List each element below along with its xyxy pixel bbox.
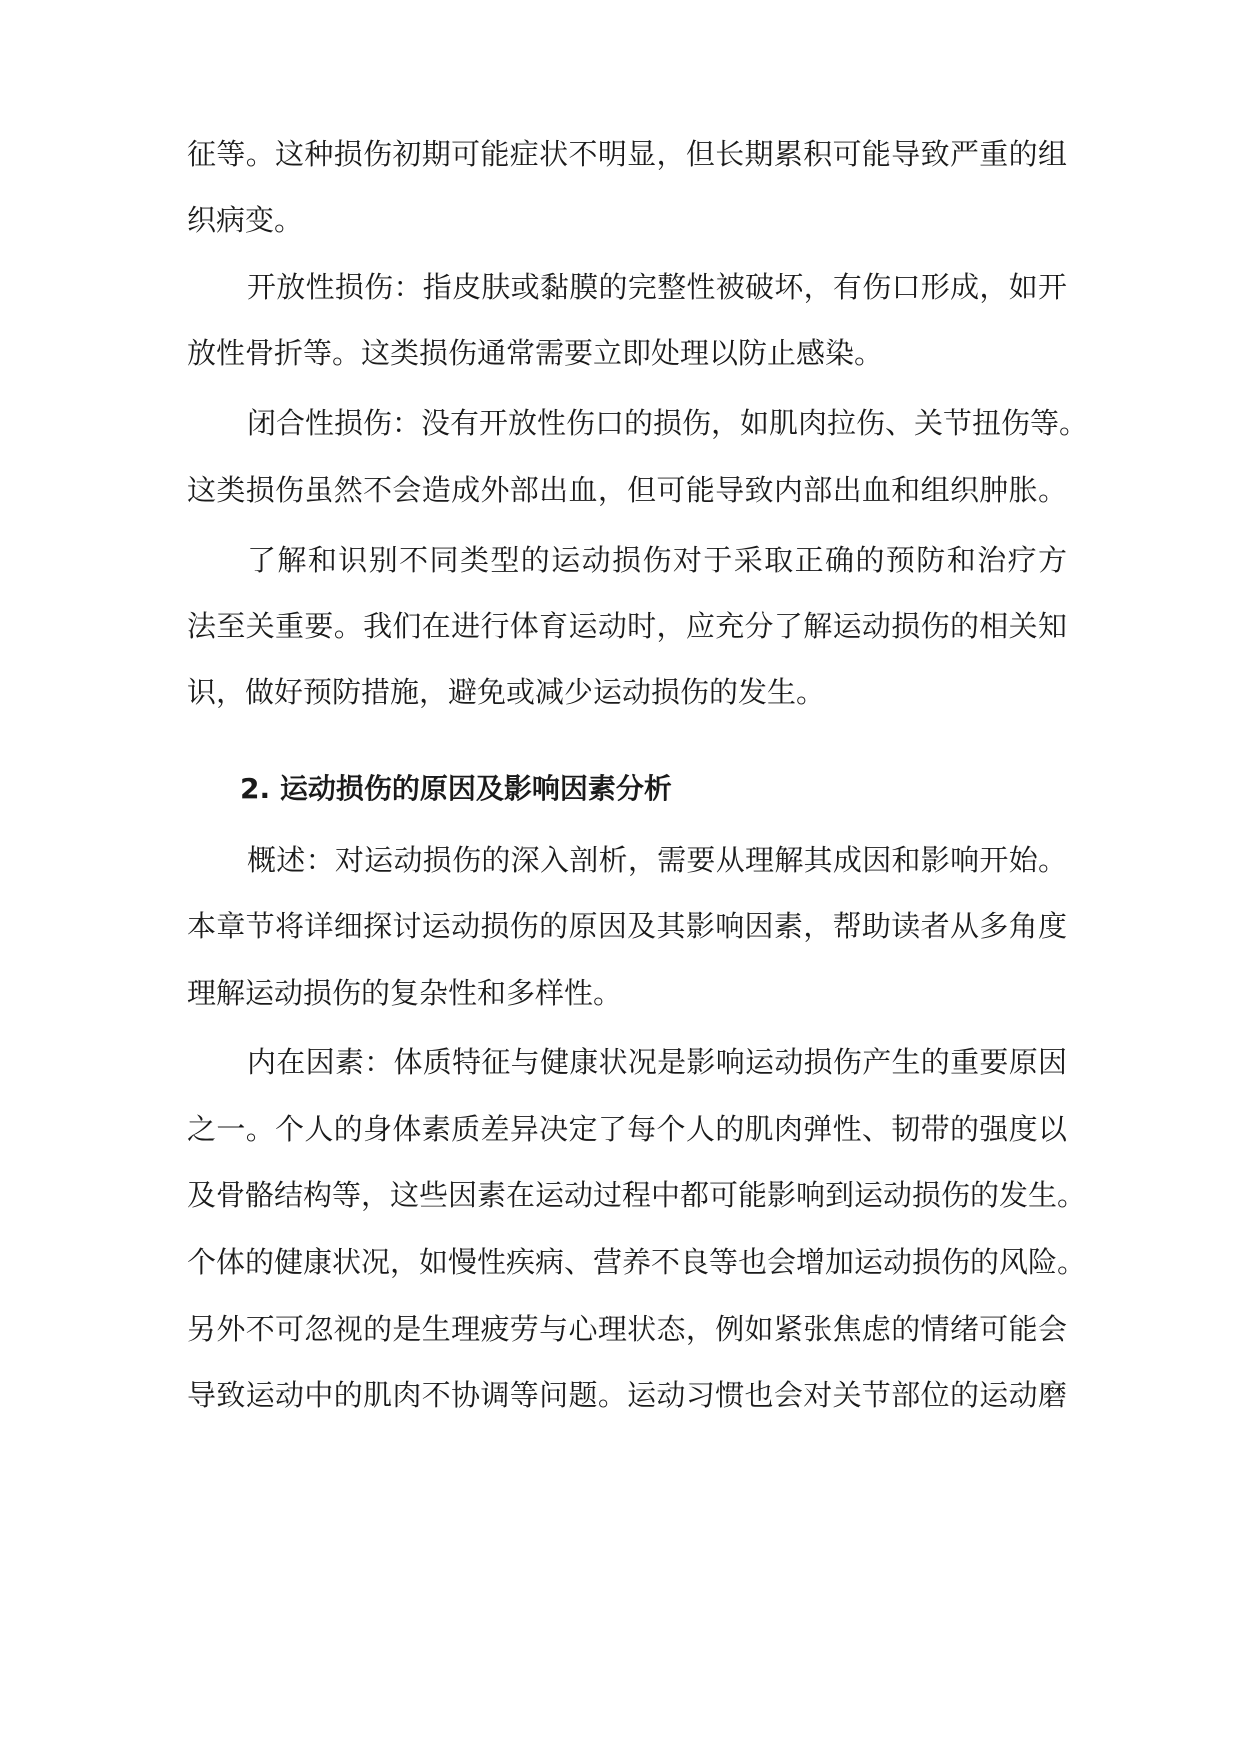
paragraph-line: 法至关重要。我们在进行体育运动时，应充分了解运动损伤的相关知 bbox=[187, 609, 1067, 643]
paragraph-line: 闭合性损伤：没有开放性伤口的损伤，如肌肉拉伤、关节扭伤等。 bbox=[247, 406, 1089, 440]
paragraph-line: 概述：对运动损伤的深入剖析，需要从理解其成因和影响开始。 bbox=[247, 843, 1067, 877]
paragraph-line: 之一。个人的身体素质差异决定了每个人的肌肉弹性、韧带的强度以 bbox=[187, 1112, 1067, 1146]
paragraph-line: 导致运动中的肌肉不协调等问题。运动习惯也会对关节部位的运动磨 bbox=[187, 1378, 1067, 1412]
paragraph-line: 个体的健康状况，如慢性疾病、营养不良等也会增加运动损伤的风险。 bbox=[187, 1245, 1087, 1279]
paragraph-line: 内在因素：体质特征与健康状况是影响运动损伤产生的重要原因 bbox=[247, 1045, 1067, 1079]
paragraph-line: 织病变。 bbox=[187, 203, 304, 237]
paragraph-line: 识，做好预防措施，避免或减少运动损伤的发生。 bbox=[187, 675, 826, 709]
paragraph-line: 放性骨折等。这类损伤通常需要立即处理以防止感染。 bbox=[187, 336, 884, 370]
paragraph-line: 开放性损伤：指皮肤或黏膜的完整性被破坏，有伤口形成，如开 bbox=[247, 270, 1067, 304]
paragraph-line: 理解运动损伤的复杂性和多样性。 bbox=[187, 976, 623, 1010]
section-heading: 2. 运动损伤的原因及影响因素分析 bbox=[240, 772, 672, 805]
paragraph-line: 了解和识别不同类型的运动损伤对于采取正确的预防和治疗方 bbox=[247, 543, 1067, 577]
paragraph-line: 这类损伤虽然不会造成外部出血，但可能导致内部出血和组织肿胀。 bbox=[187, 473, 1067, 507]
paragraph-line: 征等。这种损伤初期可能症状不明显，但长期累积可能导致严重的组 bbox=[187, 137, 1067, 171]
paragraph-line: 本章节将详细探讨运动损伤的原因及其影响因素，帮助读者从多角度 bbox=[187, 909, 1067, 943]
paragraph-line: 及骨骼结构等，这些因素在运动过程中都可能影响到运动损伤的发生。 bbox=[187, 1178, 1087, 1212]
paragraph-line: 另外不可忽视的是生理疲劳与心理状态，例如紧张焦虑的情绪可能会 bbox=[187, 1312, 1067, 1346]
